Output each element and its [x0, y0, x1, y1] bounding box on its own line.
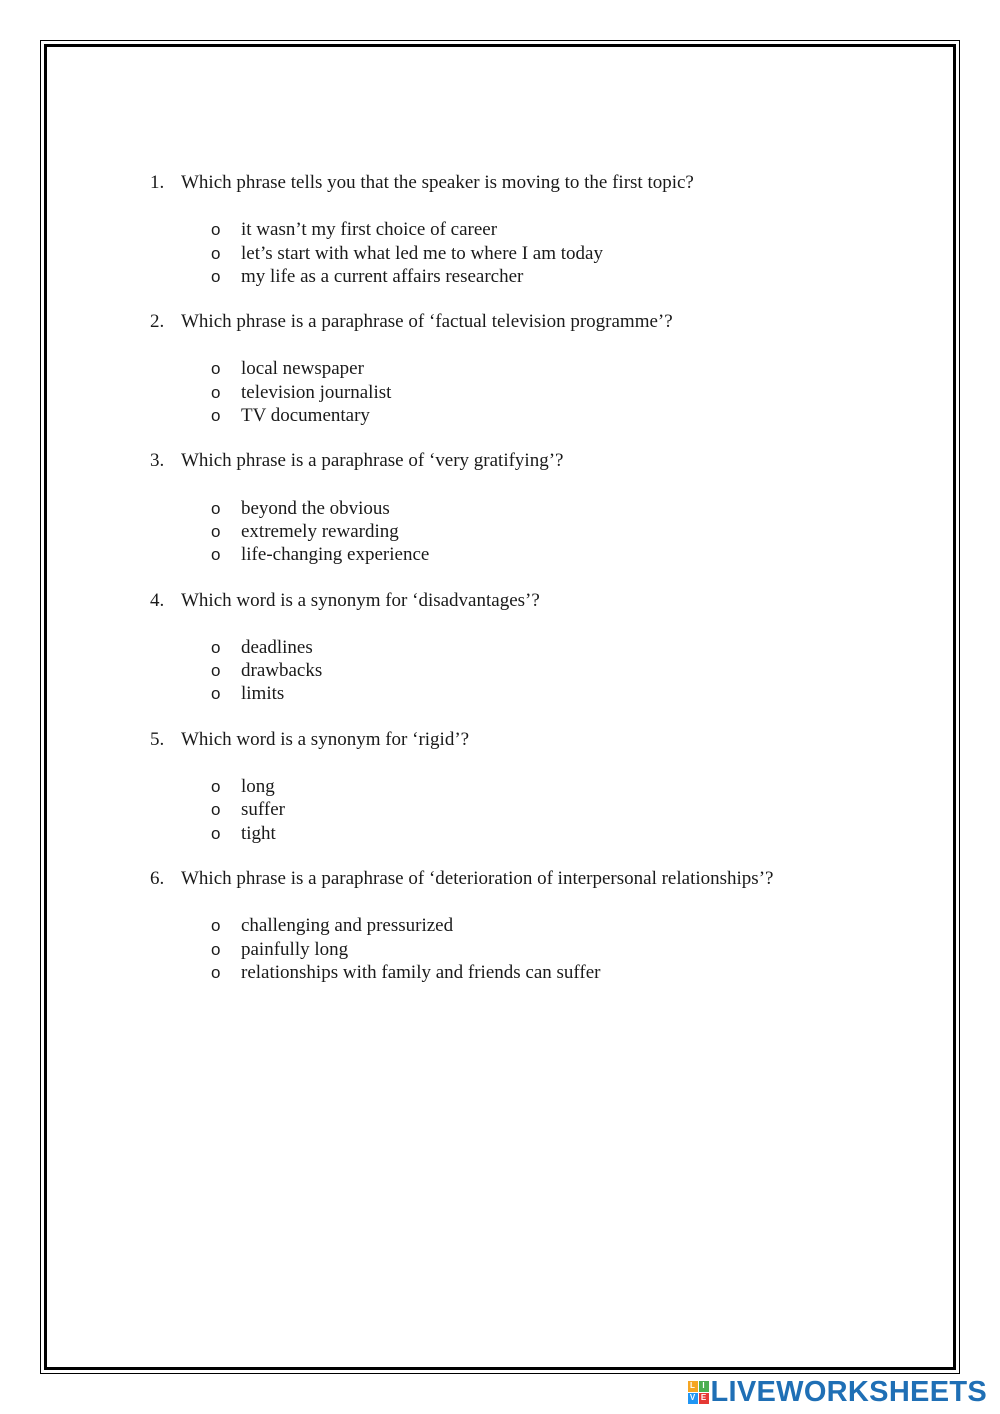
- option-list: [150, 914, 870, 984]
- radio-circle-icon[interactable]: o: [211, 521, 221, 541]
- liveworksheets-logo: [688, 1377, 988, 1407]
- question-line: [150, 589, 870, 612]
- radio-circle-icon[interactable]: o: [211, 220, 221, 240]
- answer-option[interactable]: [150, 520, 870, 543]
- answer-option[interactable]: [150, 914, 870, 937]
- answer-option[interactable]: [150, 543, 870, 566]
- logo-mark-cell: I: [699, 1381, 709, 1392]
- radio-circle-icon[interactable]: o: [211, 823, 221, 843]
- question-number: 1.: [150, 172, 165, 193]
- radio-circle-icon[interactable]: o: [211, 916, 221, 936]
- option-text: tight: [241, 822, 276, 844]
- answer-option[interactable]: [150, 798, 870, 821]
- question-3: [150, 449, 870, 566]
- logo-mark-cell: V: [688, 1393, 698, 1404]
- answer-option[interactable]: [150, 265, 870, 288]
- question-text: Which phrase tells you that the speaker is moving to the first topic?: [181, 172, 694, 193]
- option-text: relationships with family and friends can suffer: [241, 961, 601, 983]
- option-text: local newspaper: [241, 358, 364, 380]
- radio-circle-icon[interactable]: o: [211, 266, 221, 286]
- option-list: [150, 497, 870, 567]
- question-line: [150, 171, 870, 194]
- option-list: [150, 357, 870, 427]
- answer-option[interactable]: [150, 381, 870, 404]
- option-text: painfully long: [241, 938, 349, 960]
- answer-option[interactable]: [150, 357, 870, 380]
- question-6: [150, 867, 870, 984]
- option-list: [150, 636, 870, 706]
- option-text: beyond the obvious: [241, 497, 390, 519]
- question-1: [150, 171, 870, 288]
- radio-circle-icon[interactable]: o: [211, 382, 221, 402]
- answer-option[interactable]: [150, 497, 870, 520]
- answer-option[interactable]: [150, 636, 870, 659]
- radio-circle-icon[interactable]: o: [211, 359, 221, 379]
- radio-circle-icon[interactable]: o: [211, 498, 221, 518]
- question-line: [150, 310, 870, 333]
- option-text: deadlines: [241, 636, 313, 658]
- radio-circle-icon[interactable]: o: [211, 637, 221, 657]
- option-text: extremely rewarding: [241, 520, 399, 542]
- option-text: let’s start with what led me to where I am today: [241, 242, 603, 264]
- question-line: [150, 449, 870, 472]
- question-text: Which word is a synonym for ‘disadvantages’?: [181, 589, 540, 611]
- option-text: suffer: [241, 799, 285, 821]
- radio-circle-icon[interactable]: o: [211, 800, 221, 820]
- question-text: Which phrase is a paraphrase of ‘very gratifying’?: [181, 450, 564, 472]
- answer-option[interactable]: [150, 961, 870, 984]
- answer-option[interactable]: [150, 218, 870, 241]
- logo-text: LIVEWORKSHEETS: [710, 1375, 987, 1408]
- answer-option[interactable]: [150, 404, 870, 427]
- option-text: my life as a current affairs researcher: [241, 265, 524, 287]
- option-text: drawbacks: [241, 660, 323, 682]
- answer-option[interactable]: [150, 938, 870, 961]
- question-text: Which word is a synonym for ‘rigid’?: [181, 728, 470, 750]
- question-number: 6.: [150, 867, 165, 889]
- radio-circle-icon[interactable]: o: [211, 406, 221, 426]
- answer-option[interactable]: [150, 242, 870, 265]
- option-text: it wasn’t my first choice of career: [241, 219, 498, 241]
- question-5: [150, 728, 870, 845]
- answer-option[interactable]: [150, 822, 870, 845]
- option-text: life-changing experience: [241, 544, 430, 566]
- radio-circle-icon[interactable]: o: [211, 545, 221, 565]
- quiz-questions: [150, 171, 870, 984]
- question-2: [150, 310, 870, 427]
- radio-circle-icon[interactable]: o: [211, 777, 221, 797]
- radio-circle-icon[interactable]: o: [211, 962, 221, 982]
- answer-option[interactable]: [150, 775, 870, 798]
- liveworksheets-logo-icon: [688, 1381, 709, 1404]
- option-text: TV documentary: [241, 405, 370, 427]
- option-text: television journalist: [241, 381, 392, 403]
- radio-circle-icon[interactable]: o: [211, 939, 221, 959]
- option-text: limits: [241, 683, 285, 705]
- question-4: [150, 589, 870, 706]
- answer-option[interactable]: [150, 682, 870, 705]
- question-text: Which phrase is a paraphrase of ‘factual television programme’?: [181, 311, 673, 333]
- option-list: [150, 218, 870, 288]
- option-list: [150, 775, 870, 845]
- radio-circle-icon[interactable]: o: [211, 661, 221, 681]
- question-number: 2.: [150, 311, 165, 333]
- radio-circle-icon[interactable]: o: [211, 243, 221, 263]
- question-number: 5.: [150, 728, 165, 750]
- option-text: long: [241, 776, 275, 798]
- question-line: [150, 728, 870, 751]
- question-line: [150, 867, 870, 890]
- option-text: challenging and pressurized: [241, 915, 454, 937]
- logo-mark-cell: E: [699, 1393, 709, 1404]
- question-number: 4.: [150, 589, 165, 611]
- question-number: 3.: [150, 450, 165, 472]
- answer-option[interactable]: [150, 659, 870, 682]
- question-text: Which phrase is a paraphrase of ‘deterioration of interpersonal relationships’?: [181, 867, 774, 889]
- radio-circle-icon[interactable]: o: [211, 684, 221, 704]
- logo-mark-cell: L: [688, 1381, 698, 1392]
